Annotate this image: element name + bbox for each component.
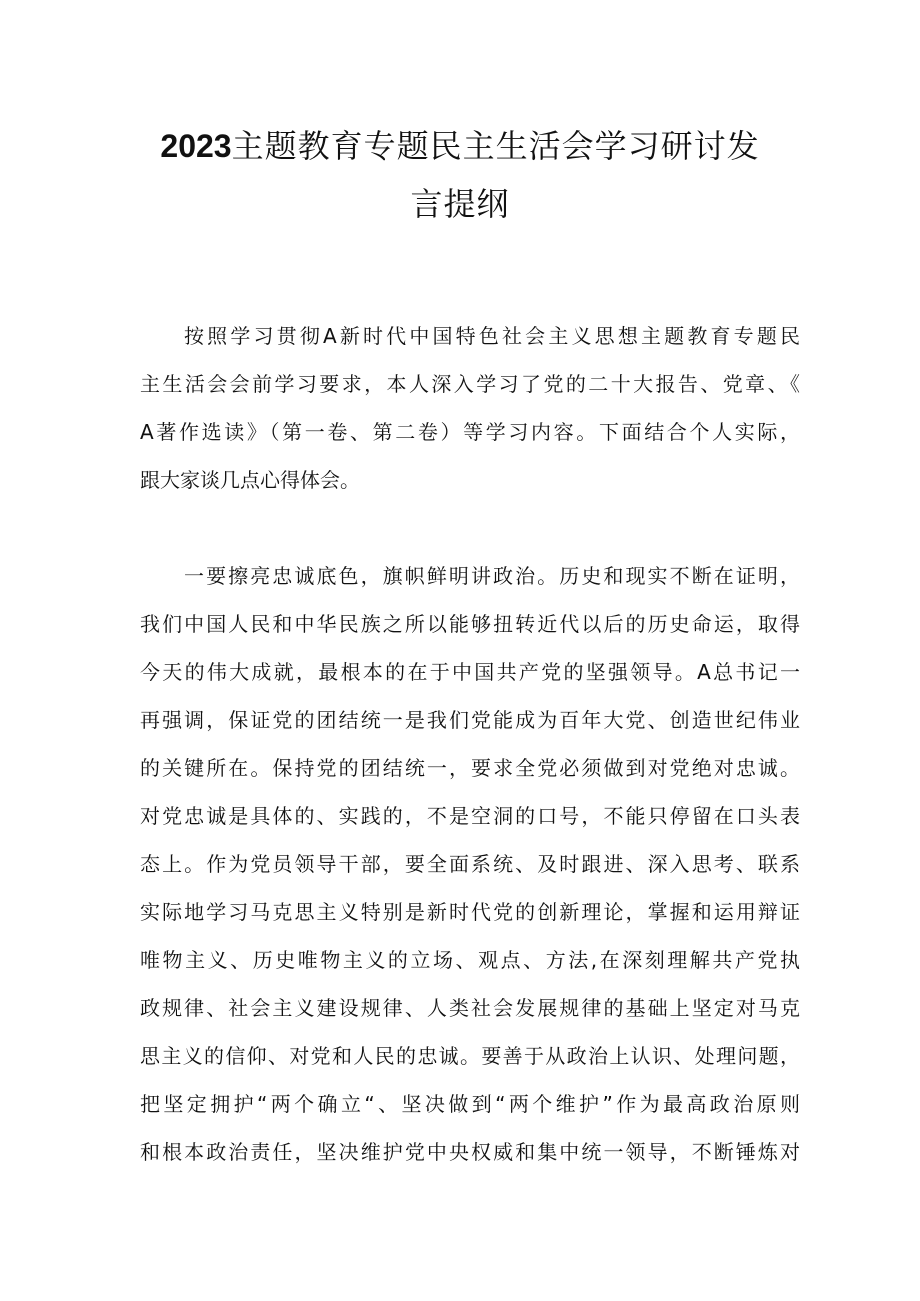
paragraph-line: 按照学习贯彻A新时代中国特色社会主义思想主题教育专题民 <box>184 324 800 348</box>
paragraph-line: 把坚定拥护“两个确立“、坚决做到“两个维护”作为最高政治原则 <box>140 1092 800 1116</box>
paragraph-line: 跟大家谈几点心得体会。 <box>140 468 360 492</box>
paragraph-line: 和根本政治责任，坚决维护党中央权威和集中统一领导，不断锤炼对 <box>140 1140 800 1164</box>
paragraph-line: 再强调，保证党的团结统一是我们党能成为百年大党、创造世纪伟业 <box>140 708 800 732</box>
paragraph-line: 政规律、社会主义建设规律、人类社会发展规律的基础上坚定对马克 <box>140 996 800 1020</box>
paragraph-line: 实际地学习马克思主义特别是新时代党的创新理论，掌握和运用辩证 <box>140 900 800 924</box>
document-title-line-1 <box>120 118 800 174</box>
document-title-line-2: 言提纲 <box>410 185 510 223</box>
paragraph-line: 主生活会会前学习要求，本人深入学习了党的二十大报告、党章、《 <box>140 372 800 396</box>
paragraph-line: 态上。作为党员领导干部，要全面系统、及时跟进、深入思考、联系 <box>140 852 800 876</box>
paragraph-line: 唯物主义、历史唯物主义的立场、观点、方法,在深刻理解共产党执 <box>140 948 800 972</box>
paragraph-point-one <box>140 552 800 1176</box>
paragraph-line: 今天的伟大成就，最根本的在于中国共产党的坚强领导。A总书记一 <box>140 660 800 684</box>
paragraph-line: 思主义的信仰、对党和人民的忠诚。要善于从政治上认识、处理问题， <box>140 1044 800 1068</box>
paragraph-line: 的关键所在。保持党的团结统一，要求全党必须做到对党绝对忠诚。 <box>140 756 800 780</box>
paragraph-line: 对党忠诚是具体的、实践的，不是空洞的口号，不能只停留在口头表 <box>140 804 800 828</box>
paragraph-line: A著作选读》（第一卷、第二卷）等学习内容。下面结合个人实际， <box>140 420 800 444</box>
title-year: 2023 <box>160 128 232 164</box>
paragraph-line: 我们中国人民和中华民族之所以能够扭转近代以后的历史命运，取得 <box>140 612 800 636</box>
paragraph-line: 一要擦亮忠诚底色，旗帜鲜明讲政治。历史和现实不断在证明， <box>184 564 800 588</box>
paragraph-intro <box>140 312 800 504</box>
title-text: 主题教育专题民主生活会学习研讨发 <box>231 127 760 165</box>
